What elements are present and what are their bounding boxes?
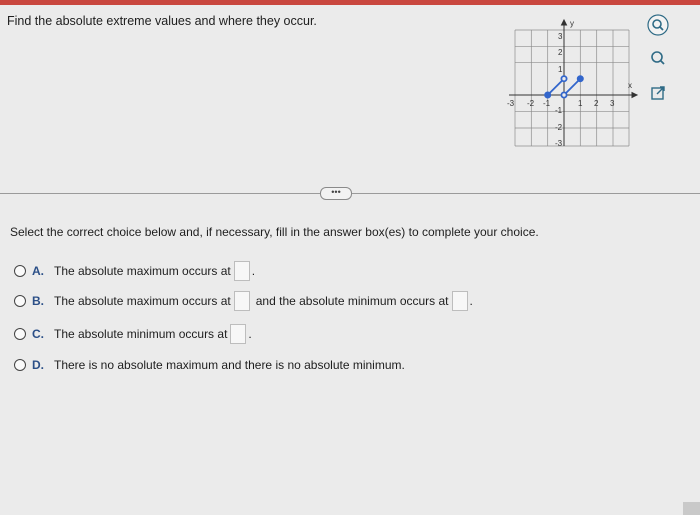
y-tick: -3 <box>555 139 563 148</box>
answer-box-c[interactable] <box>230 324 246 344</box>
choice-text: The absolute maximum occurs at <box>54 294 231 308</box>
radio-a[interactable] <box>14 265 26 277</box>
choice-letter: A. <box>32 264 44 278</box>
question-text: Find the absolute extreme values and where they occur. <box>7 14 317 28</box>
radio-c[interactable] <box>14 328 26 340</box>
choice-b[interactable] <box>14 291 473 311</box>
x-tick: -3 <box>507 99 515 108</box>
y-tick: -2 <box>555 123 563 132</box>
choice-suffix: . <box>469 294 473 308</box>
choice-text: There is no absolute maximum and there is no absolute minimum. <box>54 358 405 372</box>
choice-letter: C. <box>32 327 44 341</box>
axes <box>509 20 637 146</box>
popout-button[interactable] <box>647 82 669 104</box>
answer-box-b-max[interactable] <box>234 291 250 311</box>
y-tick: 3 <box>558 32 563 41</box>
choice-middle-text: and the absolute minimum occurs at <box>255 294 449 308</box>
radio-d[interactable] <box>14 359 26 371</box>
choice-suffix: . <box>251 264 256 278</box>
popout-icon <box>647 82 669 104</box>
choice-text: The absolute maximum occurs at <box>54 264 231 278</box>
x-axis-label: x <box>628 81 632 90</box>
instruction-text: Select the correct choice below and, if necessary, fill in the answer box(es) to complete your choice. <box>10 225 539 239</box>
choice-c[interactable] <box>14 324 252 344</box>
open-point <box>561 92 566 97</box>
closed-point <box>545 92 550 97</box>
y-axis-label: y <box>570 19 574 28</box>
zoom-in-button[interactable] <box>647 14 669 36</box>
open-point <box>561 76 566 81</box>
x-tick: -2 <box>527 99 535 108</box>
zoom-out-icon <box>647 47 669 69</box>
x-tick: -1 <box>543 99 551 108</box>
function-graph <box>503 18 643 148</box>
answer-box-b-min[interactable] <box>452 291 468 311</box>
zoom-in-icon <box>647 14 669 36</box>
top-accent-bar <box>0 0 700 5</box>
choice-text: The absolute minimum occurs at <box>54 327 228 341</box>
choice-a[interactable] <box>14 261 255 281</box>
radio-b[interactable] <box>14 295 26 307</box>
x-tick: 3 <box>610 99 615 108</box>
x-tick: 1 <box>578 99 583 108</box>
choice-letter: B. <box>32 294 44 308</box>
zoom-out-button[interactable] <box>647 47 669 69</box>
answer-box-a[interactable] <box>234 261 250 281</box>
more-button[interactable]: ••• <box>320 187 352 200</box>
choice-suffix: . <box>248 327 252 341</box>
y-tick: 1 <box>558 65 563 74</box>
x-tick: 2 <box>594 99 599 108</box>
closed-point <box>578 76 583 81</box>
choice-letter: D. <box>32 358 44 372</box>
choice-d[interactable] <box>14 355 405 375</box>
y-tick: 2 <box>558 48 563 57</box>
y-tick: -1 <box>555 106 563 115</box>
corner-tab <box>683 502 700 515</box>
